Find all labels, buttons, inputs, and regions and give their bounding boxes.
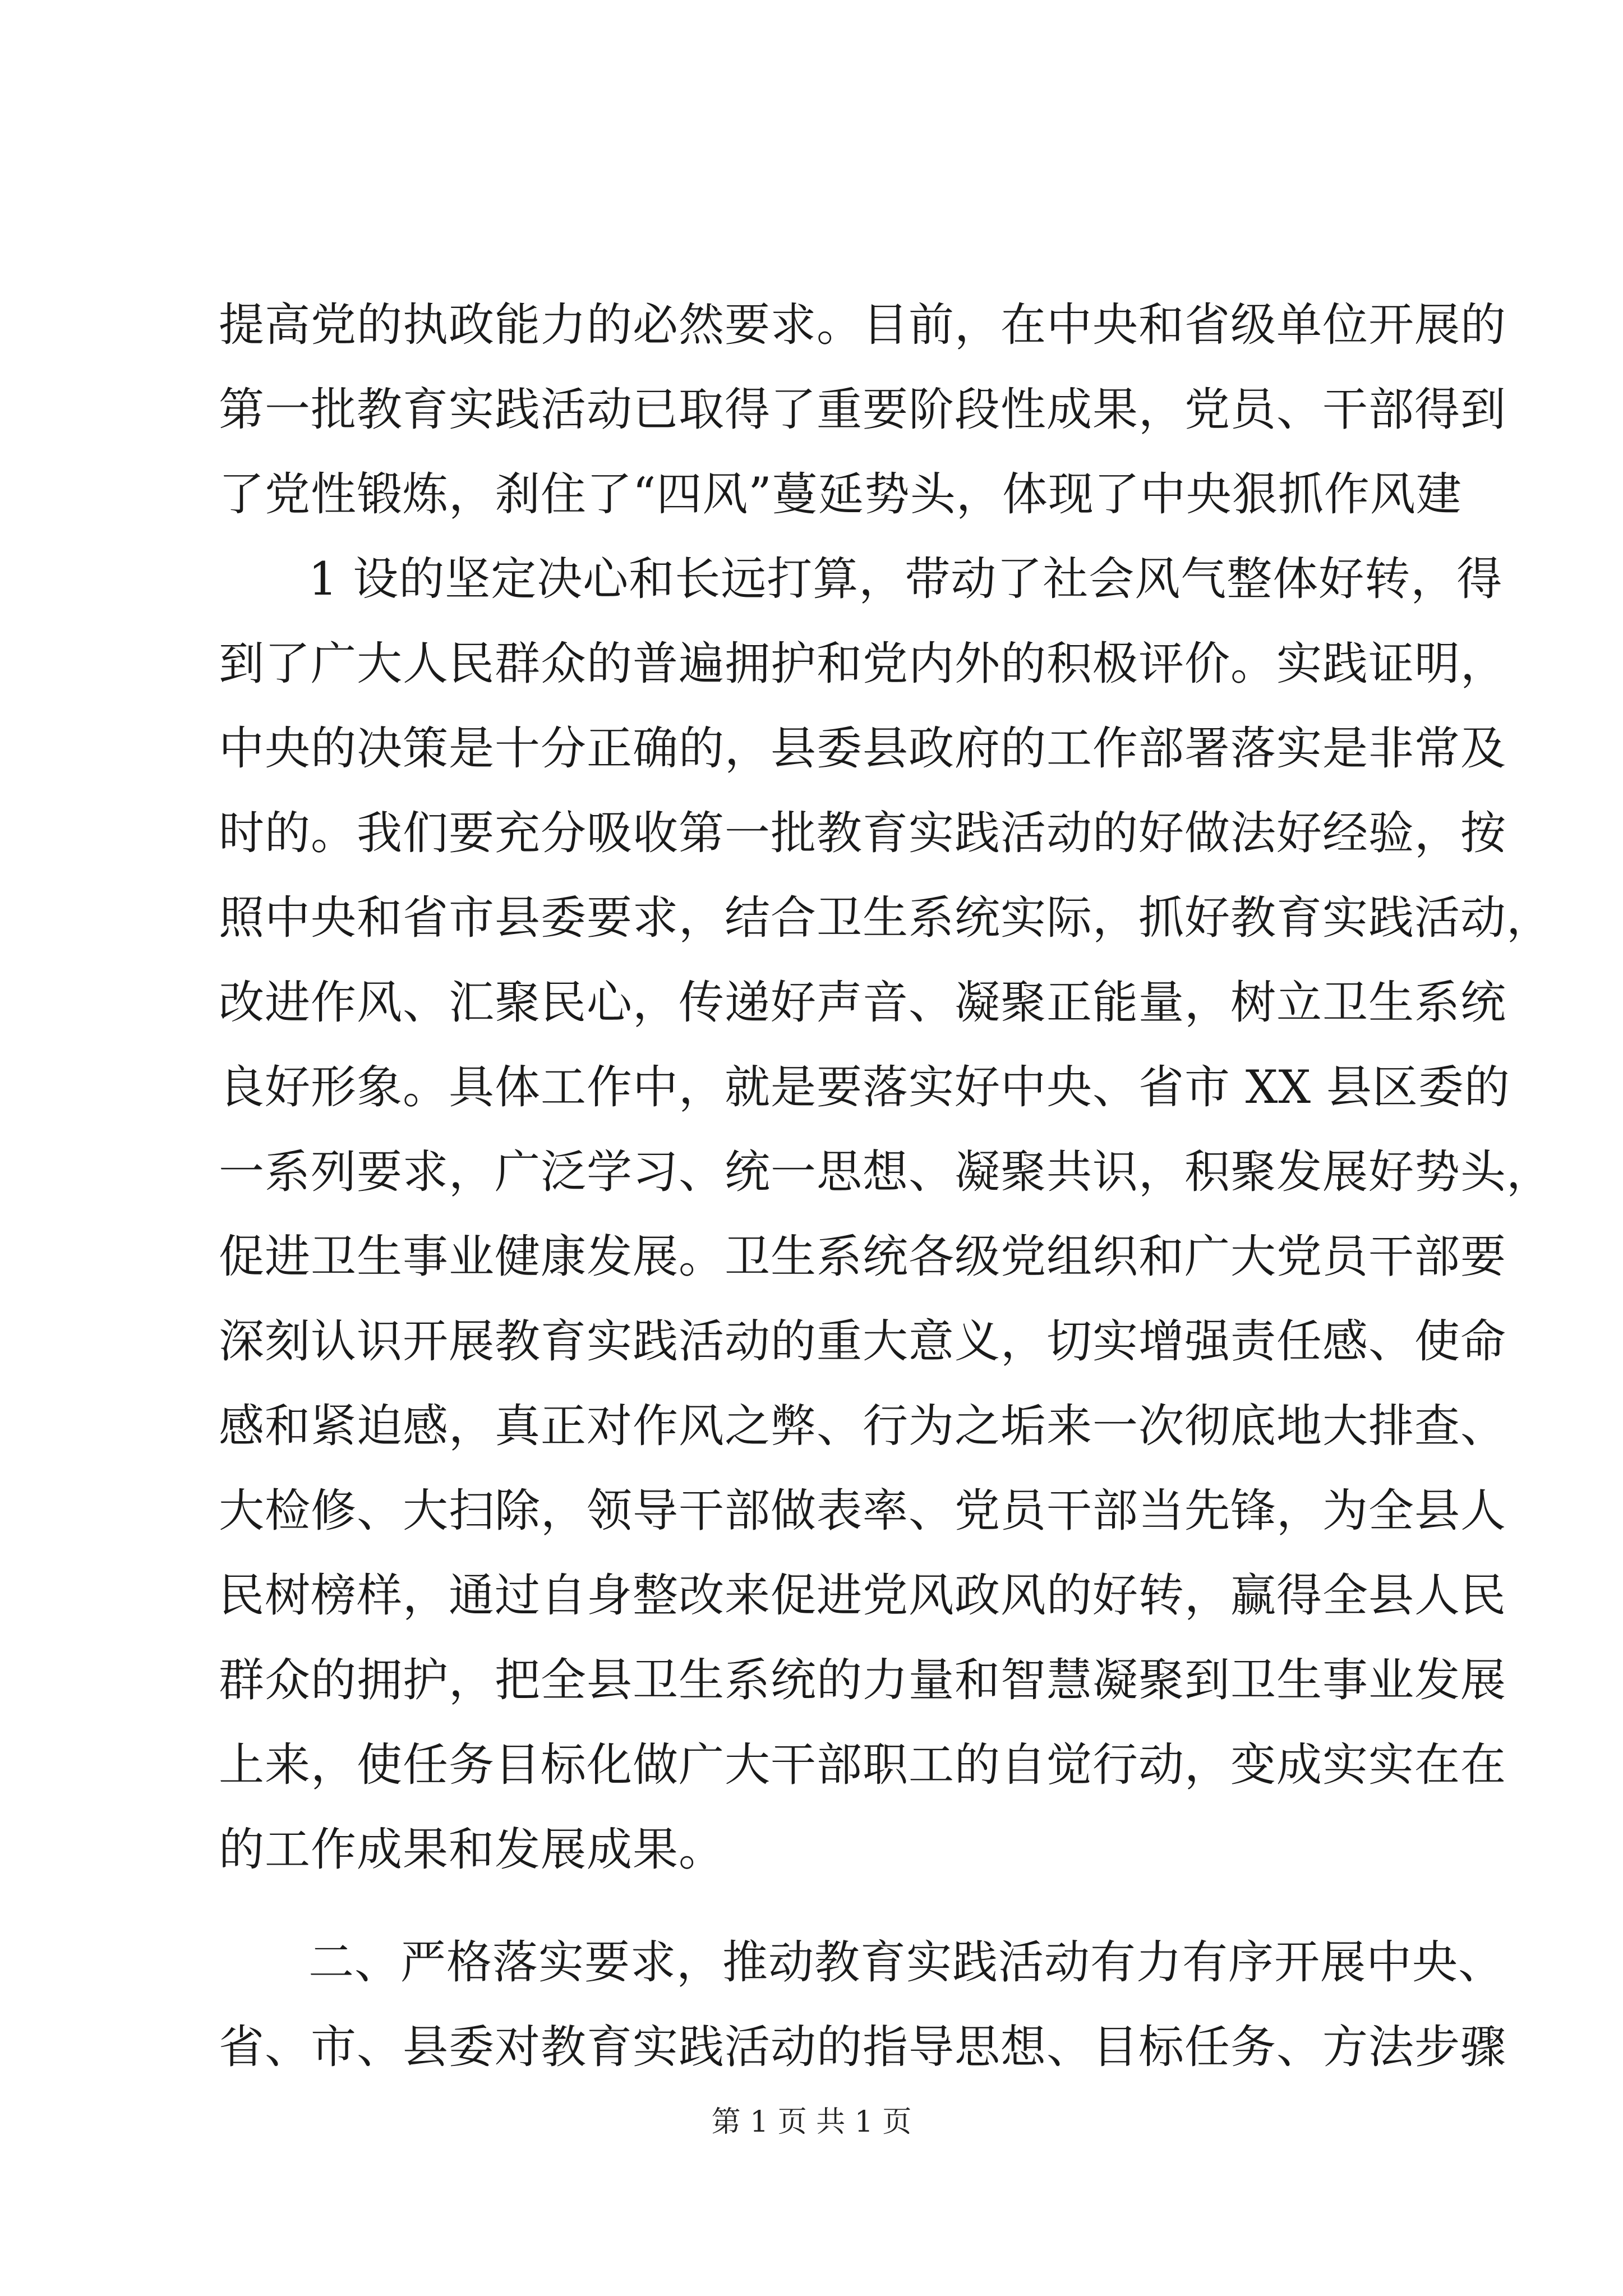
text-line: 大检修、大扫除，领导干部做表率、党员干部当先锋，为全县人 <box>219 1485 1507 1538</box>
text-line: 照中央和省市县委要求，结合卫生系统实际，抓好教育实践活动， <box>219 892 1553 945</box>
text-line: 省、市、县委对教育实践活动的指导思想、目标任务、方法步骤 <box>219 2021 1507 2074</box>
text-line: 民树榜样，通过自身整改来促进党风政风的好转，赢得全县人民 <box>219 1570 1507 1622</box>
text-line: 促进卫生事业健康发展。卫生系统各级党组织和广大党员干部要 <box>219 1231 1507 1283</box>
text-line: 时的。我们要充分吸收第一批教育实践活动的好做法好经验，按 <box>219 807 1507 860</box>
text-line: 上来，使任务目标化做广大干部职工的自觉行动，变成实实在在 <box>219 1739 1507 1792</box>
text-line: 提高党的执政能力的必然要求。目前，在中央和省级单位开展的 <box>219 299 1507 352</box>
text-line: 了党性锻炼，刹住了“四风”蔓延势头，体现了中央狠抓作风建 <box>219 468 1462 521</box>
body-text <box>219 299 1553 2110</box>
page-footer: 第 1 页 共 1 页 <box>711 2105 912 2139</box>
text-line: 群众的拥护，把全县卫生系统的力量和智慧凝聚到卫生事业发展 <box>219 1654 1507 1707</box>
text-line: 改进作风、汇聚民心，传递好声音、凝聚正能量，树立卫生系统 <box>219 977 1507 1029</box>
text-line: 感和紧迫感，真正对作风之弊、行为之垢来一次彻底地大排查、 <box>219 1400 1507 1453</box>
text-line: 深刻认识开展教育实践活动的重大意义，切实增强责任感、使命 <box>219 1315 1507 1368</box>
section-heading-line: 二、严格落实要求，推动教育实践活动有力有序开展中央、 <box>308 1936 1505 1989</box>
text-line: 良好形象。具体工作中，就是要落实好中央、省市 XX 县区委的 <box>219 1061 1510 1114</box>
text-line: 到了广大人民群众的普遍拥护和党内外的积极评价。实践证明， <box>219 638 1507 691</box>
text-line: 的工作成果和发展成果。 <box>219 1824 725 1876</box>
text-line: 1 设的坚定决心和长远打算，带动了社会风气整体好转，得 <box>308 553 1503 606</box>
text-line: 第一批教育实践活动已取得了重要阶段性成果，党员、干部得到 <box>219 384 1507 436</box>
text-line: 一系列要求，广泛学习、统一思想、凝聚共识，积聚发展好势头， <box>219 1146 1553 1199</box>
text-line: 中央的决策是十分正确的，县委县政府的工作部署落实是非常及 <box>219 723 1507 775</box>
